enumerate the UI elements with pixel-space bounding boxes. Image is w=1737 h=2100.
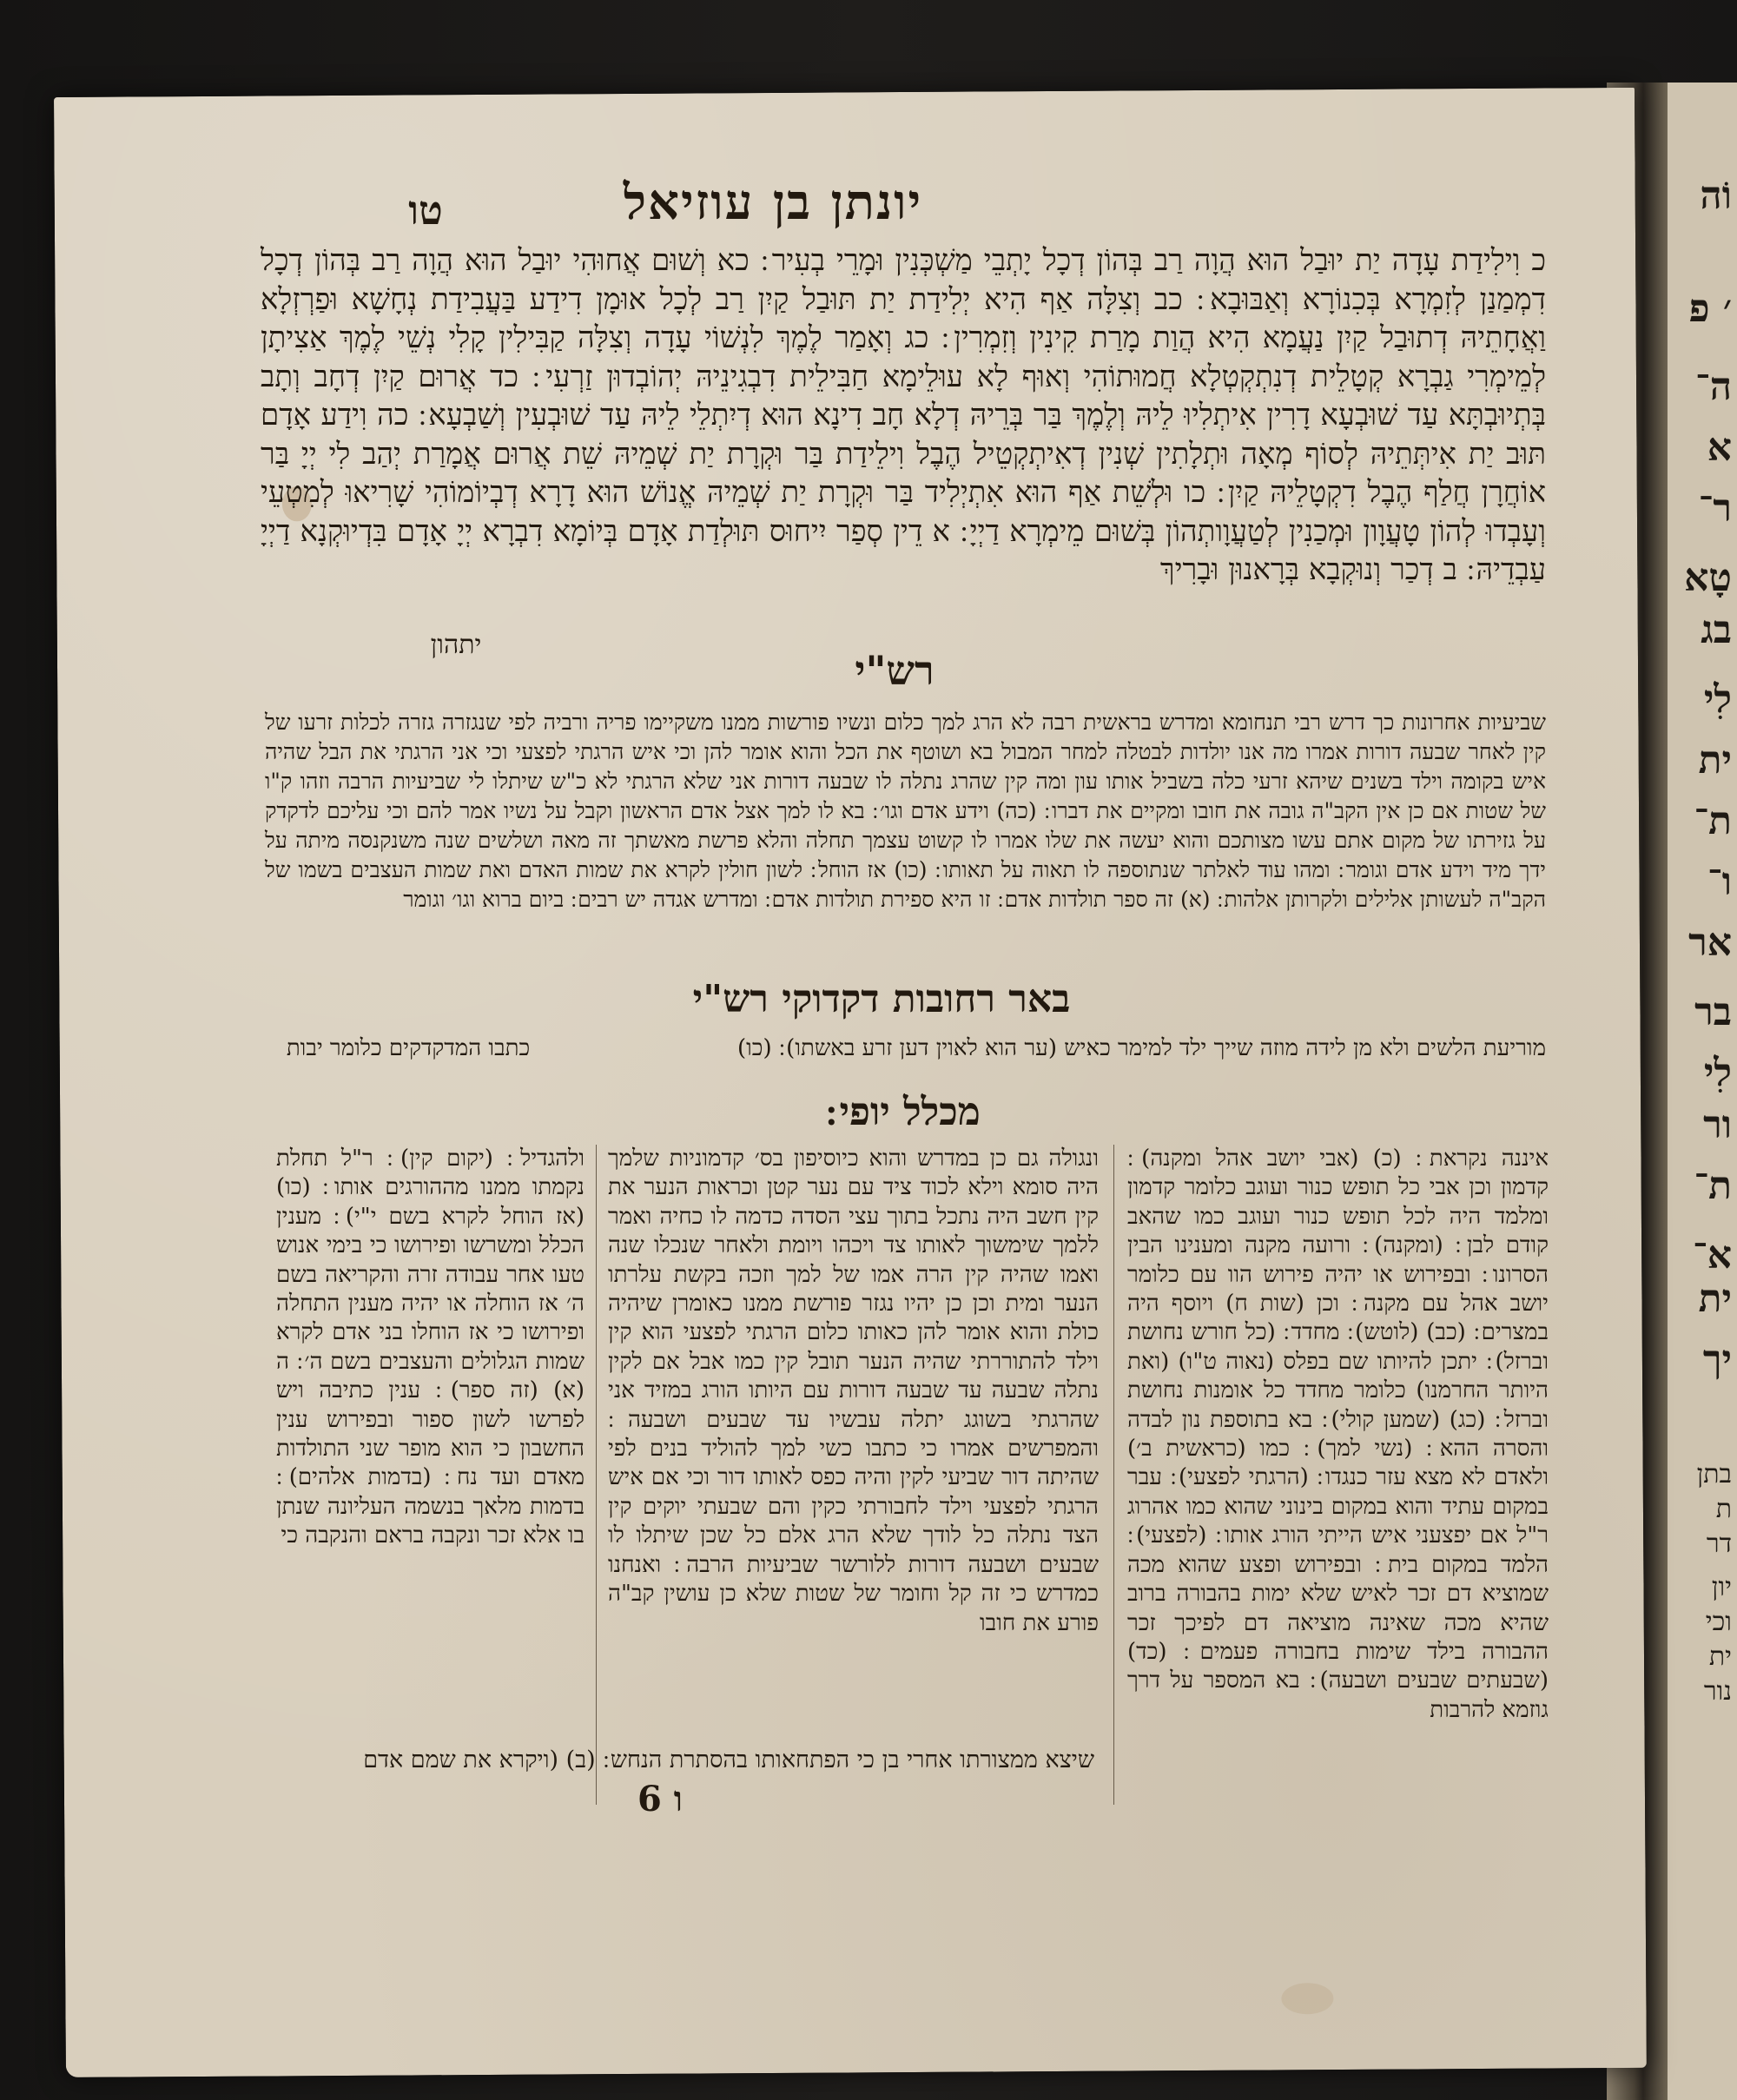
facing-page-fragment: יון xyxy=(1711,1572,1732,1602)
beur-heading: באר רחובות דקדוקי רש"י xyxy=(692,977,1071,1021)
targum-text-block: כ וִילִידַת עָדָה יַת יוּבַל הוּא הֲוָה רַב בְּהוֹן דְכָל יָתְבֵי מַשְׁכְּנִין וּמָרֵי בְעִיר ׃ כא וְשׁוּם אֲחוּהִי יוּבַל הוּא הֲוָה רַב בְּהוֹן דְכָל דִמְמַנַן לְזִמְרָא בְּכִנוֹרָא וְאַבּוּבָא ׃ כב וְצִלָּה אַף הִיא יְלִידַת יַת תּוּבַל קַיִן רַב לְכָל אוּמָן דִידַע בַּעֲבִידַת נְחָשָׁא וּפַרְזְלָא וַאֲחָתֵיהּ דְתוּבַל קַיִן נַעֲמָא הִיא הֲוַת מָרַת קִינִין וְזִמְרִין ׃ כג וְאָמַר לֶמֶךְ לִנְשׁוֹי עָדָה וְצִלָּה קַבִּילִין קָלִי נְשֵׁי לֶמֶךְ אַצִיתָן לְמֵימְרִי גַבְרָא קְטָלֵית דְנִתְקְטְלָא חֲמוּתוֹהִי וְאוּף לָא עוּלֵימָא חַבִּילֵית דִבְגִינֵיהּ יְהוֹבְדוּן זַרְעִי ׃ כד אֲרוּם קַיִן דְחָב וְתָב בְּתְיוּבְתָּא עַד שׁוּבְעָא דָרִין אִיתְלִיוּ לֵיהּ וְלֶמֶךְ בַּר בְּרֵיהּ דְלָא חָב דִינָא הוּא דְיִתְלֵי לֵיהּ עַד שׁוּבְעִין וְשַׁבְעָא ׃ כה וִידַע אָדָם תּוּב יַת אִיתְּתֵיהּ לְסוֹף מְאָה וּתְלָתִין שְׁנִין דְאִיתְקְטֵיל הֶבֶל וִילֵידַת בַּר וּקְרָת יַת שְׁמֵיהּ שֵׁת אֲרוּם אֲמָרַת יְהַב לִי יְיָ בַּר אוֹחֲרָן חֲלַף הֶבֶל דִקְטָלֵיהּ קַיִן ׃ כו וּלְשֵׁת אַף הוּא אִתְיְלִיד בַּר וּקְרָת יַת שְׁמֵיהּ אֱנוֹשׁ הוּא דָרָא דְבְיוֹמוֹהִי שָׁרִיאוּ לְמִטְעֵי וְעָבְדוּ לְהוֹן טָעֲוָון וּמְכַנִין לְטַעֲוָותְהוֹן בְּשׁוּם מֵימְרָא דַיְיָ ׃ א דֵין סְפַר יִיחוּס תּוּלְדַת אָדָם בְּיוֹמָא דִבְרָא יְיָ אָדָם בִּדְיוּקְנָא דַיְיָ עַבְדֵיהּ ׃ ב דְכַר וְנוּקְבָא בְּרָאנוּן וּבָרִיךְ xyxy=(261,243,1546,587)
facing-page-fragment: ת־ xyxy=(1694,1164,1732,1208)
facing-page-fragment: וֹה xyxy=(1700,174,1732,218)
column-divider xyxy=(1113,1145,1114,1805)
facing-page-fragment: בתן xyxy=(1696,1459,1732,1489)
rashi-commentary: שביעיות אחרונות כך דרש רבי תנחומא ומדרש בראשית רבה לא הרג למך כלום ונשיו פורשות ממנו משקיימו פריה ורביה לפי שנגזרה גזרה לכלות זרעו של קין לאחר שבעה דורות אמרו מה אנו יולדות לבטלה למחר המבול בא ושוטף את הכל והוא אומר להן וכי איש הרגתי לפצעי וכי אני הרגתי את הבל שהיה איש בקומה וילד בשנים שיהא זרעי כלה בשביל אותו עון ומה קין שהרג נתלה לו שבעה דורות אני שלא הרגתי לא כ"ש שיתלו לי שביעיות הרבה וזהו ק"ו של שטות אם כן אין הקב"ה גובה את חובו ומקיים את דברו ׃ (כה) וידע אדם וגו׳ ׃ בא לו למך אצל אדם הראשון וקבל על נשיו אמר להם וכי עליכם לדקדק על גזירתו של מקום אתם עשו מצותכם והוא יעשה את שלו אמרו לו קשוט עצמך תחלה והלא פרשת מאשתך זה מאה ושלשים שנה משנקנסה מיתה על ידך מיד וידע אדם וגומר ׃ ומהו עוד לאלתר שנתוספה לו תאוה על תאותו ׃ (כו) אז הוחל ׃ לשון חולין לקרא את שמות האדם ואת שמות העצבים בשמו של הקב"ה לעשותן אלילים ולקרותן אלהות ׃ (א) זה ספר תולדות אדם ׃ זו היא ספירת תולדות אדם ׃ ומדרש אגדה יש רבים ׃ ביום ברוא וגו׳ וגומר xyxy=(265,710,1546,912)
facing-page-fragment: לִי xyxy=(1703,677,1732,722)
facing-page-fragment: בג xyxy=(1701,608,1732,652)
facing-page-fragment: טָא xyxy=(1684,556,1732,600)
catchword: יתהון xyxy=(430,630,482,660)
facing-page-fragment: נור xyxy=(1703,1676,1732,1707)
facing-page-fragment: ית xyxy=(1698,1277,1732,1321)
facing-page-fragment: ור xyxy=(1703,1103,1732,1147)
beur-aside-note: כתבו המדקדקים כלומר יבות xyxy=(286,1035,531,1061)
facing-page-fragment: ת xyxy=(1715,1494,1732,1524)
facing-page-fragment: ית xyxy=(1708,1641,1732,1672)
column-divider xyxy=(596,1145,597,1805)
beur-text: מוריעת הלשים ולא מן לידה מוזה שייך ילד למימר כאיש (ער הוא לאוין דען זרע באשתו) ׃ (כו) xyxy=(737,1035,1546,1061)
facing-page-fragment: לִי xyxy=(1703,1051,1732,1095)
facing-page-fragment: דר xyxy=(1706,1529,1732,1559)
facing-page-fragment: יך xyxy=(1702,1337,1732,1382)
facing-page-fragment: ית xyxy=(1698,738,1732,783)
commentary-column-left: ולהגדיל ׃ (יקום קין) ׃ ר"ל תחלת נקמתו ממנו מההורגים אותו ׃ (כו) (אז הוחל לקרא בשם י"י) ׃ מענין הכלל ומשרשו ופירושו כי בימי אנוש טעו אחר עבודה זרה והקריאה בשם ה׳ אז הוחלה או יהיה מענין התחלה ופירושו כי אז הוחלו בני אדם לקרא שמות הגלולים והעצבים בשם ה׳ ׃ ה (א) (זה ספר) ׃ ענין כתיבה ויש לפרשו לשון ספור ובפירוש ענין החשבון כי הוא מופר שני התולדות מאדם ועד נח ׃ (בדמות אלהים) ׃ בדמות מלאך בנשמה העליונה שנתן בו אלא זכר ונקבה בראם והנקבה כי xyxy=(276,1146,585,1549)
rashi-heading: רש"י xyxy=(855,647,935,694)
footer-text: שיצא ממצורתו אחרי בן כי הפתחאותו בהסתרת הנחש ׃ (ב) (ויקרא את שמם אדם xyxy=(363,1747,1094,1773)
facing-page-fragment: א xyxy=(1707,426,1732,470)
facing-page-fragment: וכי xyxy=(1705,1607,1732,1637)
facing-page-fragment: ה־ xyxy=(1694,365,1732,409)
page-folio: טו xyxy=(408,187,443,234)
facing-page-fragment: א־ xyxy=(1692,1233,1732,1278)
running-title: יונתן בן עוזיאל xyxy=(623,174,923,231)
facing-page-fragment: בר xyxy=(1694,990,1732,1034)
commentary-column-middle: ונגולה גם כן במדרש והוא כיוסיפון בס׳ קדמוניות שלמך היה סומא וילא לכוד ציד עם נער קטן וכראות הנער את קין חשב היה נתכל בתוך עצי הסדה כדמה לו כחיה ואמר ללמך שימשוך לאותו צד ויכהו ויומת ולאחר שנכלו שנה ואמו שהיה קין הרה אמו של למך וזכה בקשת עלרתו הנער ומית וכן כן יהיו נגזר פורשת ממנו כאומרן שיהיה כולת והוא אומר להן כאותו כלום הרגתי לפצעי הוא קין וילד להתוררתי שהיה הנער תובל קין כמו אבל אם לקין נתלה שבעה עד שבעה דורות עם היותו הורג במזיד אני שהרגתי בשוגג יתלה עבשיו עד שבעים ושבעה ׃ והמפרשים אמרו כי כתבו כשי למך להוליד בנים לפי שהיתה דור שביעי לקין והיה כפס לאותו דור וכי אם איש הרגתי לפצעי וילד לחבורתי כקין והם שבעתי יוקים קין הצד נתלה כל לודך שלא הרג אלם כל שכן שיתלו לו שבעים ושבעה דורות ללורשר שביעיות הרבה ׃ ואנחנו כמדרש כי זה קל וחומר של שטות שלא כן עושין קב"ה פורע את חובו xyxy=(608,1146,1099,1636)
facing-page-fragment: אר xyxy=(1688,921,1732,965)
page-stain xyxy=(1281,1983,1333,2014)
facing-page-fragment: ת־ xyxy=(1694,799,1732,843)
signature-mark: 6 ו xyxy=(637,1779,683,1819)
facing-page-fragment: ר־ xyxy=(1698,486,1732,531)
mikhlal-heading: מכלל יופי ׃ xyxy=(826,1090,981,1134)
facing-page-fragment: ו־ xyxy=(1707,860,1732,904)
facing-page-fragment: ׳ פ xyxy=(1688,287,1732,331)
commentary-column-right: איננה נקראת ׃ (כ) (אבי יושב אהל ומקנה) ׃ קדמון וכן אבי כל תופש כנור ועוגב כלומר קדמון ומלמד היה לכל תופש כנור ועוגב כמו שהאב קודם לבן ׃ (ומקנה) ׃ ורועה מקנה ומענינו הבין הסרונו ׃ ובפירוש או יהיה פירוש הוו עם כלומר יושב אהל עם מקנה ׃ וכן (שות ח) ויוסף היה במצרים ׃ (כב) (לוטש) ׃ מחדד ׃ (כל חורש נחושת וברזל) ׃ יתכן להיותו שם בפלס (נאוה ט"ו) (ואת היותר החרמנו) כלומר מחדד כל אומנות נחושת וברזל ׃ (כג) (שמען קולי) ׃ בא בתוספת נון לבדה והסרה ההא ׃ (נשי למך) ׃ כמו (כראשית ב׳) ולאדם לא מצא עזר כנגדו ׃ (הרגתי לפצעי) ׃ עבר במקום עתיד והוא במקום בינוני שהוא כמו אהרוג ר"ל אם יפצעני איש הייתי הורג אותו ׃ (לפצעי) ׃ הלמד במקום בית ׃ ובפירוש ופצע שהוא מכה שמוציא דם זכר לאיש שלא ימות בהבורה ברוב שהיא מכה שאינה מוציאה דם לפיכך זכר ההבורה בילד שימות בחבורה פעמים ׃ (כד) (שבעתים שבעים ושבעה) ׃ בא המספר על דרך גוזמא להרבות xyxy=(1127,1146,1549,1723)
